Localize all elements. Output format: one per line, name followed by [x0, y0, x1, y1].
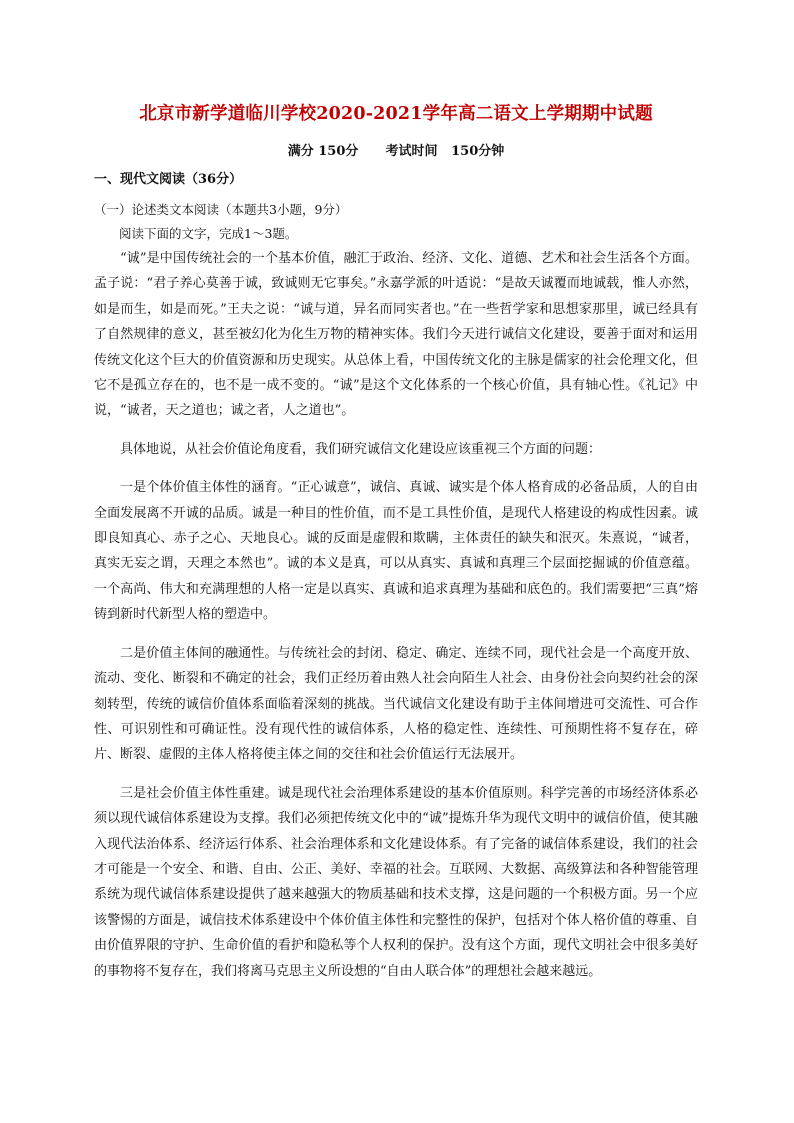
- passage-paragraph-4: 二是价值主体间的融通性。与传统社会的封闭、稳定、确定、连续不同，现代社会是一个高度开放、流动、变化、断裂和不确定的社会，我们正经历着由熟人社会向陌生人社会、由身份社会向契约社会的深刻转型，传统的诚信价值体系面临着深刻的挑战。当代诚信文化建设有助于主体间增进可交流性、可合作性、可识别性和可确证性。没有现代性的诚信体系，人格的稳定性、连续性、可预期性将不复存在，碎片、断裂、虚假的主体人格将使主体之间的交往和社会价值运行无法展开。: [94, 645, 698, 763]
- reading-passage: [94, 246, 698, 984]
- passage-paragraph-5: 三是社会价值主体性重建。诚是现代社会治理体系建设的基本价值原则。科学完善的市场经济体系必须以现代诚信体系建设为支撑。我们必须把传统文化中的“诚”提炼升华为现代文明中的诚信价值，使其融入现代法治体系、经济运行体系、社会治理体系和文化建设体系。有了完备的诚信体系建设，我们的社会才可能是一个安全、和谐、自由、公正、美好、幸福的社会。互联网、大数据、高级算法和各种智能管理系统为现代诚信体系建设提供了越来越强大的物质基础和技术支撑，这是问题的一个积极方面。另一个应该警惕的方面是，诚信技术体系建设中个体价值主体性和完整性的保护，包括对个体人格价值的尊重、自由价值界限的守护、生命价值的看护和隐私等个人权利的保护。没有这个方面，现代文明社会中很多美好的事物将不复存在，我们将离马克思主义所设想的“自由人联合体”的理想社会越来越远。: [94, 785, 698, 979]
- passage-paragraph-2: 具体地说，从社会价值论角度看，我们研究诚信文化建设应该重视三个方面的问题：: [120, 441, 602, 457]
- passage-paragraph-1: “诚”是中国传统社会的一个基本价值，融汇于政治、经济、文化、道德、艺术和社会生活各个方面。孟子说：“君子养心莫善于诚，致诚则无它事矣。”永嘉学派的叶适说：“是故天诚覆而地诚载，惟人亦然，如是而生，如是而死。”王夫之说：“诚与道，异名而同实者也。”在一些哲学家和思想家那里，诚已经具有了自然规律的意义，甚至被幻化为化生万物的精神实体。我们今天进行诚信文化建设，要善于面对和运用传统文化这个巨大的价值资源和历史现实。从总体上看，中国传统文化的主脉是儒家的社会伦理文化，但它不是孤立存在的，也不是一成不变的。“诚”是这个文化体系的一个核心价值，具有轴心性。《礼记》中说，“诚者，天之道也；诚之者，人之道也”。: [94, 251, 698, 419]
- passage-paragraph-3: 一是个体价值主体性的涵育。“正心诚意”，诚信、真诚、诚实是个体人格育成的必备品质，人的自由全面发展离不开诚的品质。诚是一种目的性价值，而不是工具性价值，是现代人格建设的构成性因素。诚即良知真心、赤子之心、天地良心。诚的反面是虚假和欺瞒，主体责任的缺失和泯灭。朱熹说，“诚者，真实无妄之谓，天理之本然也”。诚的本义是真，可以从真实、真诚和真理三个层面挖掘诚的价值意蕴。一个高尚、伟大和充满理想的人格一定是以真实、真诚和追求真理为基础和底色的。我们需要把“三真”熔铸到新时代新型人格的塑造中。: [94, 480, 698, 623]
- score-and-time: 满分 150分 考试时间 150分钟: [287, 144, 505, 159]
- exam-title: 北京市新学道临川学校2020-2021学年高二语文上学期期中试题: [139, 104, 653, 124]
- subsection-heading: （一）论述类文本阅读（本题共3小题，9分）: [94, 202, 348, 217]
- reading-instruction: 阅读下面的文字，完成1～3题。: [119, 226, 298, 241]
- section-heading: 一、现代文阅读（36分）: [94, 172, 243, 187]
